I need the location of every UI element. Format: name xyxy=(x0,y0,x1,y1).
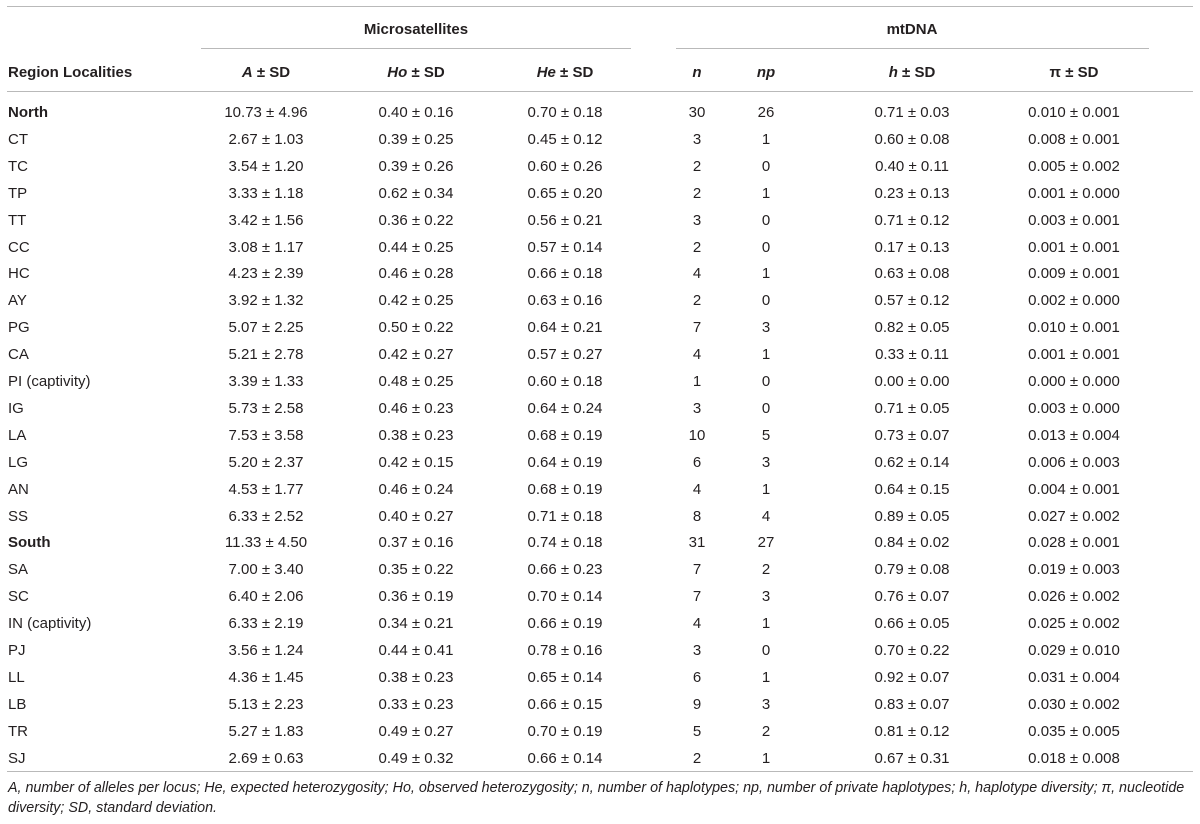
cell-h: 0.00 ± 0.00 xyxy=(874,373,950,390)
cell-n: 7 xyxy=(692,561,702,578)
cell-n: 2 xyxy=(692,750,702,767)
cell-ho: 0.34 ± 0.21 xyxy=(378,615,454,632)
cell-h: 0.63 ± 0.08 xyxy=(874,265,950,282)
cell-a: 3.42 ± 1.56 xyxy=(228,212,304,229)
row-label: SJ xyxy=(8,750,26,767)
cell-a: 3.54 ± 1.20 xyxy=(228,158,304,175)
cell-ho: 0.38 ± 0.23 xyxy=(378,427,454,444)
cell-n: 9 xyxy=(692,696,702,713)
cell-a: 3.33 ± 1.18 xyxy=(228,185,304,202)
cell-a: 11.33 ± 4.50 xyxy=(224,534,308,551)
cell-ho: 0.46 ± 0.28 xyxy=(378,265,454,282)
cell-np: 3 xyxy=(761,696,771,713)
cell-np: 3 xyxy=(761,454,771,471)
cell-n: 7 xyxy=(692,588,702,605)
cell-np: 1 xyxy=(761,481,771,498)
cell-ho: 0.39 ± 0.25 xyxy=(378,131,454,148)
cell-ho: 0.37 ± 0.16 xyxy=(378,534,454,551)
cell-ho: 0.49 ± 0.32 xyxy=(378,750,454,767)
row-label: CC xyxy=(8,239,30,256)
cell-he: 0.60 ± 0.26 xyxy=(527,158,603,175)
row-label: AY xyxy=(8,292,27,309)
bottom-rule xyxy=(7,771,1193,772)
row-label: IN (captivity) xyxy=(8,615,92,632)
cell-n: 4 xyxy=(692,265,702,282)
cell-h: 0.82 ± 0.05 xyxy=(874,319,950,336)
cell-pi: 0.001 ± 0.000 xyxy=(1028,185,1120,202)
cell-he: 0.56 ± 0.21 xyxy=(527,212,603,229)
row-label: TT xyxy=(8,212,27,229)
cell-n: 10 xyxy=(688,427,706,444)
row-label: LA xyxy=(8,427,27,444)
cell-a: 3.08 ± 1.17 xyxy=(228,239,304,256)
cell-np: 0 xyxy=(761,212,771,229)
cell-pi: 0.005 ± 0.002 xyxy=(1028,158,1120,175)
cell-he: 0.66 ± 0.23 xyxy=(527,561,603,578)
cell-np: 1 xyxy=(761,615,771,632)
row-label: PJ xyxy=(8,642,26,659)
cell-pi: 0.029 ± 0.010 xyxy=(1028,642,1120,659)
cell-np: 4 xyxy=(761,508,771,525)
cell-he: 0.64 ± 0.24 xyxy=(527,400,603,417)
row-label: North xyxy=(8,104,48,121)
cell-ho: 0.50 ± 0.22 xyxy=(378,319,454,336)
column-header-pi: π ± SD xyxy=(1049,64,1099,81)
cell-h: 0.40 ± 0.11 xyxy=(875,158,949,175)
cell-ho: 0.36 ± 0.22 xyxy=(378,212,454,229)
cell-h: 0.70 ± 0.22 xyxy=(874,642,950,659)
row-label: HC xyxy=(8,265,30,282)
cell-h: 0.33 ± 0.11 xyxy=(875,346,949,363)
cell-a: 5.21 ± 2.78 xyxy=(228,346,304,363)
cell-np: 2 xyxy=(761,723,771,740)
cell-pi: 0.026 ± 0.002 xyxy=(1028,588,1120,605)
cell-np: 0 xyxy=(761,400,771,417)
cell-he: 0.66 ± 0.14 xyxy=(527,750,603,767)
cell-h: 0.79 ± 0.08 xyxy=(874,561,950,578)
cell-ho: 0.42 ± 0.15 xyxy=(378,454,454,471)
cell-a: 2.69 ± 0.63 xyxy=(228,750,304,767)
cell-h: 0.71 ± 0.12 xyxy=(874,212,950,229)
cell-he: 0.71 ± 0.18 xyxy=(527,508,603,525)
cell-pi: 0.010 ± 0.001 xyxy=(1028,319,1120,336)
cell-he: 0.64 ± 0.19 xyxy=(527,454,603,471)
cell-ho: 0.40 ± 0.27 xyxy=(378,508,454,525)
cell-h: 0.57 ± 0.12 xyxy=(874,292,950,309)
cell-a: 5.27 ± 1.83 xyxy=(228,723,304,740)
cell-a: 6.33 ± 2.19 xyxy=(228,615,304,632)
cell-h: 0.17 ± 0.13 xyxy=(874,239,950,256)
cell-h: 0.83 ± 0.07 xyxy=(874,696,950,713)
cell-he: 0.65 ± 0.14 xyxy=(527,669,603,686)
cell-n: 4 xyxy=(692,346,702,363)
cell-pi: 0.003 ± 0.001 xyxy=(1028,212,1120,229)
cell-pi: 0.028 ± 0.001 xyxy=(1028,534,1120,551)
column-header-n: n xyxy=(692,64,702,81)
cell-n: 4 xyxy=(692,481,702,498)
cell-ho: 0.35 ± 0.22 xyxy=(378,561,454,578)
cell-h: 0.66 ± 0.05 xyxy=(874,615,950,632)
group-header-mtdna: mtDNA xyxy=(886,21,938,38)
cell-a: 3.56 ± 1.24 xyxy=(228,642,304,659)
microsatellites-underline xyxy=(201,48,631,49)
cell-ho: 0.48 ± 0.25 xyxy=(378,373,454,390)
cell-a: 10.73 ± 4.96 xyxy=(224,104,308,121)
cell-a: 5.73 ± 2.58 xyxy=(228,400,304,417)
group-header-microsatellites: Microsatellites xyxy=(363,21,469,38)
cell-n: 7 xyxy=(692,319,702,336)
cell-h: 0.64 ± 0.15 xyxy=(874,481,950,498)
cell-np: 0 xyxy=(761,373,771,390)
cell-pi: 0.004 ± 0.001 xyxy=(1028,481,1120,498)
cell-n: 3 xyxy=(692,642,702,659)
column-header-h: h ± SD xyxy=(888,64,936,81)
cell-he: 0.60 ± 0.18 xyxy=(527,373,603,390)
row-label: SS xyxy=(8,508,29,525)
cell-n: 3 xyxy=(692,212,702,229)
row-label: SA xyxy=(8,561,29,578)
mtdna-underline xyxy=(676,48,1149,49)
cell-a: 5.07 ± 2.25 xyxy=(228,319,304,336)
cell-he: 0.57 ± 0.14 xyxy=(527,239,603,256)
cell-np: 2 xyxy=(761,561,771,578)
row-label: LG xyxy=(8,454,29,471)
cell-he: 0.78 ± 0.16 xyxy=(527,642,603,659)
cell-he: 0.70 ± 0.18 xyxy=(527,104,603,121)
cell-n: 2 xyxy=(692,239,702,256)
row-label: TC xyxy=(8,158,28,175)
cell-he: 0.63 ± 0.16 xyxy=(527,292,603,309)
cell-a: 3.39 ± 1.33 xyxy=(228,373,304,390)
cell-a: 3.92 ± 1.32 xyxy=(228,292,304,309)
row-label: South xyxy=(8,534,51,551)
cell-h: 0.92 ± 0.07 xyxy=(874,669,950,686)
cell-pi: 0.010 ± 0.001 xyxy=(1028,104,1120,121)
cell-np: 3 xyxy=(761,588,771,605)
cell-pi: 0.013 ± 0.004 xyxy=(1028,427,1120,444)
cell-np: 1 xyxy=(761,265,771,282)
cell-n: 1 xyxy=(692,373,702,390)
cell-h: 0.76 ± 0.07 xyxy=(874,588,950,605)
cell-np: 26 xyxy=(757,104,775,121)
cell-he: 0.66 ± 0.15 xyxy=(527,696,603,713)
column-header-a: A ± SD xyxy=(241,64,291,81)
cell-np: 5 xyxy=(761,427,771,444)
cell-ho: 0.36 ± 0.19 xyxy=(378,588,454,605)
cell-n: 6 xyxy=(692,669,702,686)
cell-ho: 0.40 ± 0.16 xyxy=(378,104,454,121)
cell-he: 0.57 ± 0.27 xyxy=(527,346,603,363)
cell-pi: 0.000 ± 0.000 xyxy=(1028,373,1120,390)
cell-pi: 0.002 ± 0.000 xyxy=(1028,292,1120,309)
cell-pi: 0.025 ± 0.002 xyxy=(1028,615,1120,632)
table-footnote: A, number of alleles per locus; He, expected heterozygosity; Ho, observed heterozygosity; n, number of haplotypes; np, number of private haplotypes; h, haplotype diversity; π, nucleotide diversity; SD, standard deviation. xyxy=(8,780,1185,816)
row-label: TP xyxy=(8,185,28,202)
cell-pi: 0.006 ± 0.003 xyxy=(1028,454,1120,471)
cell-h: 0.67 ± 0.31 xyxy=(874,750,950,767)
cell-a: 4.36 ± 1.45 xyxy=(228,669,304,686)
cell-h: 0.23 ± 0.13 xyxy=(874,185,950,202)
cell-np: 1 xyxy=(761,346,771,363)
column-header-he: He ± SD xyxy=(536,64,594,81)
top-rule xyxy=(7,6,1193,7)
cell-ho: 0.39 ± 0.26 xyxy=(378,158,454,175)
cell-np: 1 xyxy=(761,669,771,686)
cell-he: 0.64 ± 0.21 xyxy=(527,319,603,336)
row-label: CA xyxy=(8,346,29,363)
cell-ho: 0.46 ± 0.24 xyxy=(378,481,454,498)
cell-he: 0.68 ± 0.19 xyxy=(527,427,603,444)
cell-pi: 0.035 ± 0.005 xyxy=(1028,723,1120,740)
cell-ho: 0.44 ± 0.25 xyxy=(378,239,454,256)
cell-np: 1 xyxy=(761,750,771,767)
cell-h: 0.89 ± 0.05 xyxy=(874,508,950,525)
cell-ho: 0.42 ± 0.25 xyxy=(378,292,454,309)
column-header-region: Region Localities xyxy=(8,64,133,81)
cell-n: 2 xyxy=(692,158,702,175)
cell-he: 0.70 ± 0.19 xyxy=(527,723,603,740)
cell-n: 5 xyxy=(692,723,702,740)
cell-a: 6.33 ± 2.52 xyxy=(228,508,304,525)
cell-n: 6 xyxy=(692,454,702,471)
cell-pi: 0.018 ± 0.008 xyxy=(1028,750,1120,767)
cell-np: 27 xyxy=(757,534,775,551)
cell-n: 4 xyxy=(692,615,702,632)
cell-np: 0 xyxy=(761,292,771,309)
row-label: LL xyxy=(8,669,25,686)
cell-h: 0.60 ± 0.08 xyxy=(874,131,950,148)
cell-ho: 0.44 ± 0.41 xyxy=(378,642,454,659)
cell-ho: 0.38 ± 0.23 xyxy=(378,669,454,686)
cell-h: 0.71 ± 0.05 xyxy=(874,400,950,417)
cell-n: 2 xyxy=(692,292,702,309)
cell-h: 0.62 ± 0.14 xyxy=(874,454,950,471)
cell-pi: 0.030 ± 0.002 xyxy=(1028,696,1120,713)
row-label: SC xyxy=(8,588,29,605)
cell-n: 3 xyxy=(692,131,702,148)
cell-pi: 0.003 ± 0.000 xyxy=(1028,400,1120,417)
column-header-np: np xyxy=(756,64,776,81)
cell-h: 0.71 ± 0.03 xyxy=(874,104,950,121)
cell-a: 5.13 ± 2.23 xyxy=(228,696,304,713)
cell-ho: 0.62 ± 0.34 xyxy=(378,185,454,202)
cell-a: 4.53 ± 1.77 xyxy=(228,481,304,498)
cell-he: 0.68 ± 0.19 xyxy=(527,481,603,498)
cell-np: 3 xyxy=(761,319,771,336)
cell-he: 0.74 ± 0.18 xyxy=(527,534,603,551)
cell-n: 8 xyxy=(692,508,702,525)
cell-a: 7.53 ± 3.58 xyxy=(228,427,304,444)
cell-pi: 0.001 ± 0.001 xyxy=(1028,346,1120,363)
cell-pi: 0.008 ± 0.001 xyxy=(1028,131,1120,148)
cell-he: 0.45 ± 0.12 xyxy=(527,131,603,148)
cell-ho: 0.33 ± 0.23 xyxy=(378,696,454,713)
cell-a: 7.00 ± 3.40 xyxy=(228,561,304,578)
cell-a: 5.20 ± 2.37 xyxy=(228,454,304,471)
cell-he: 0.70 ± 0.14 xyxy=(527,588,603,605)
cell-pi: 0.031 ± 0.004 xyxy=(1028,669,1120,686)
cell-pi: 0.019 ± 0.003 xyxy=(1028,561,1120,578)
row-label: TR xyxy=(8,723,28,740)
cell-h: 0.84 ± 0.02 xyxy=(874,534,950,551)
row-label: IG xyxy=(8,400,24,417)
cell-ho: 0.42 ± 0.27 xyxy=(378,346,454,363)
row-label: PG xyxy=(8,319,30,336)
cell-pi: 0.027 ± 0.002 xyxy=(1028,508,1120,525)
cell-n: 3 xyxy=(692,400,702,417)
cell-pi: 0.009 ± 0.001 xyxy=(1028,265,1120,282)
row-label: AN xyxy=(8,481,29,498)
column-header-ho: Ho ± SD xyxy=(387,64,445,81)
cell-ho: 0.49 ± 0.27 xyxy=(378,723,454,740)
cell-np: 1 xyxy=(761,131,771,148)
row-label: LB xyxy=(8,696,27,713)
row-label: PI (captivity) xyxy=(8,373,91,390)
cell-he: 0.66 ± 0.19 xyxy=(527,615,603,632)
cell-np: 0 xyxy=(761,239,771,256)
cell-a: 2.67 ± 1.03 xyxy=(228,131,304,148)
cell-he: 0.65 ± 0.20 xyxy=(527,185,603,202)
cell-np: 1 xyxy=(761,185,771,202)
cell-a: 6.40 ± 2.06 xyxy=(228,588,304,605)
cell-h: 0.81 ± 0.12 xyxy=(874,723,950,740)
cell-n: 2 xyxy=(692,185,702,202)
cell-n: 31 xyxy=(688,534,706,551)
cell-np: 0 xyxy=(761,642,771,659)
row-label: CT xyxy=(8,131,28,148)
cell-he: 0.66 ± 0.18 xyxy=(527,265,603,282)
cell-a: 4.23 ± 2.39 xyxy=(228,265,304,282)
cell-n: 30 xyxy=(688,104,706,121)
header-rule xyxy=(7,91,1193,92)
cell-np: 0 xyxy=(761,158,771,175)
cell-pi: 0.001 ± 0.001 xyxy=(1028,239,1120,256)
cell-ho: 0.46 ± 0.23 xyxy=(378,400,454,417)
cell-h: 0.73 ± 0.07 xyxy=(874,427,950,444)
